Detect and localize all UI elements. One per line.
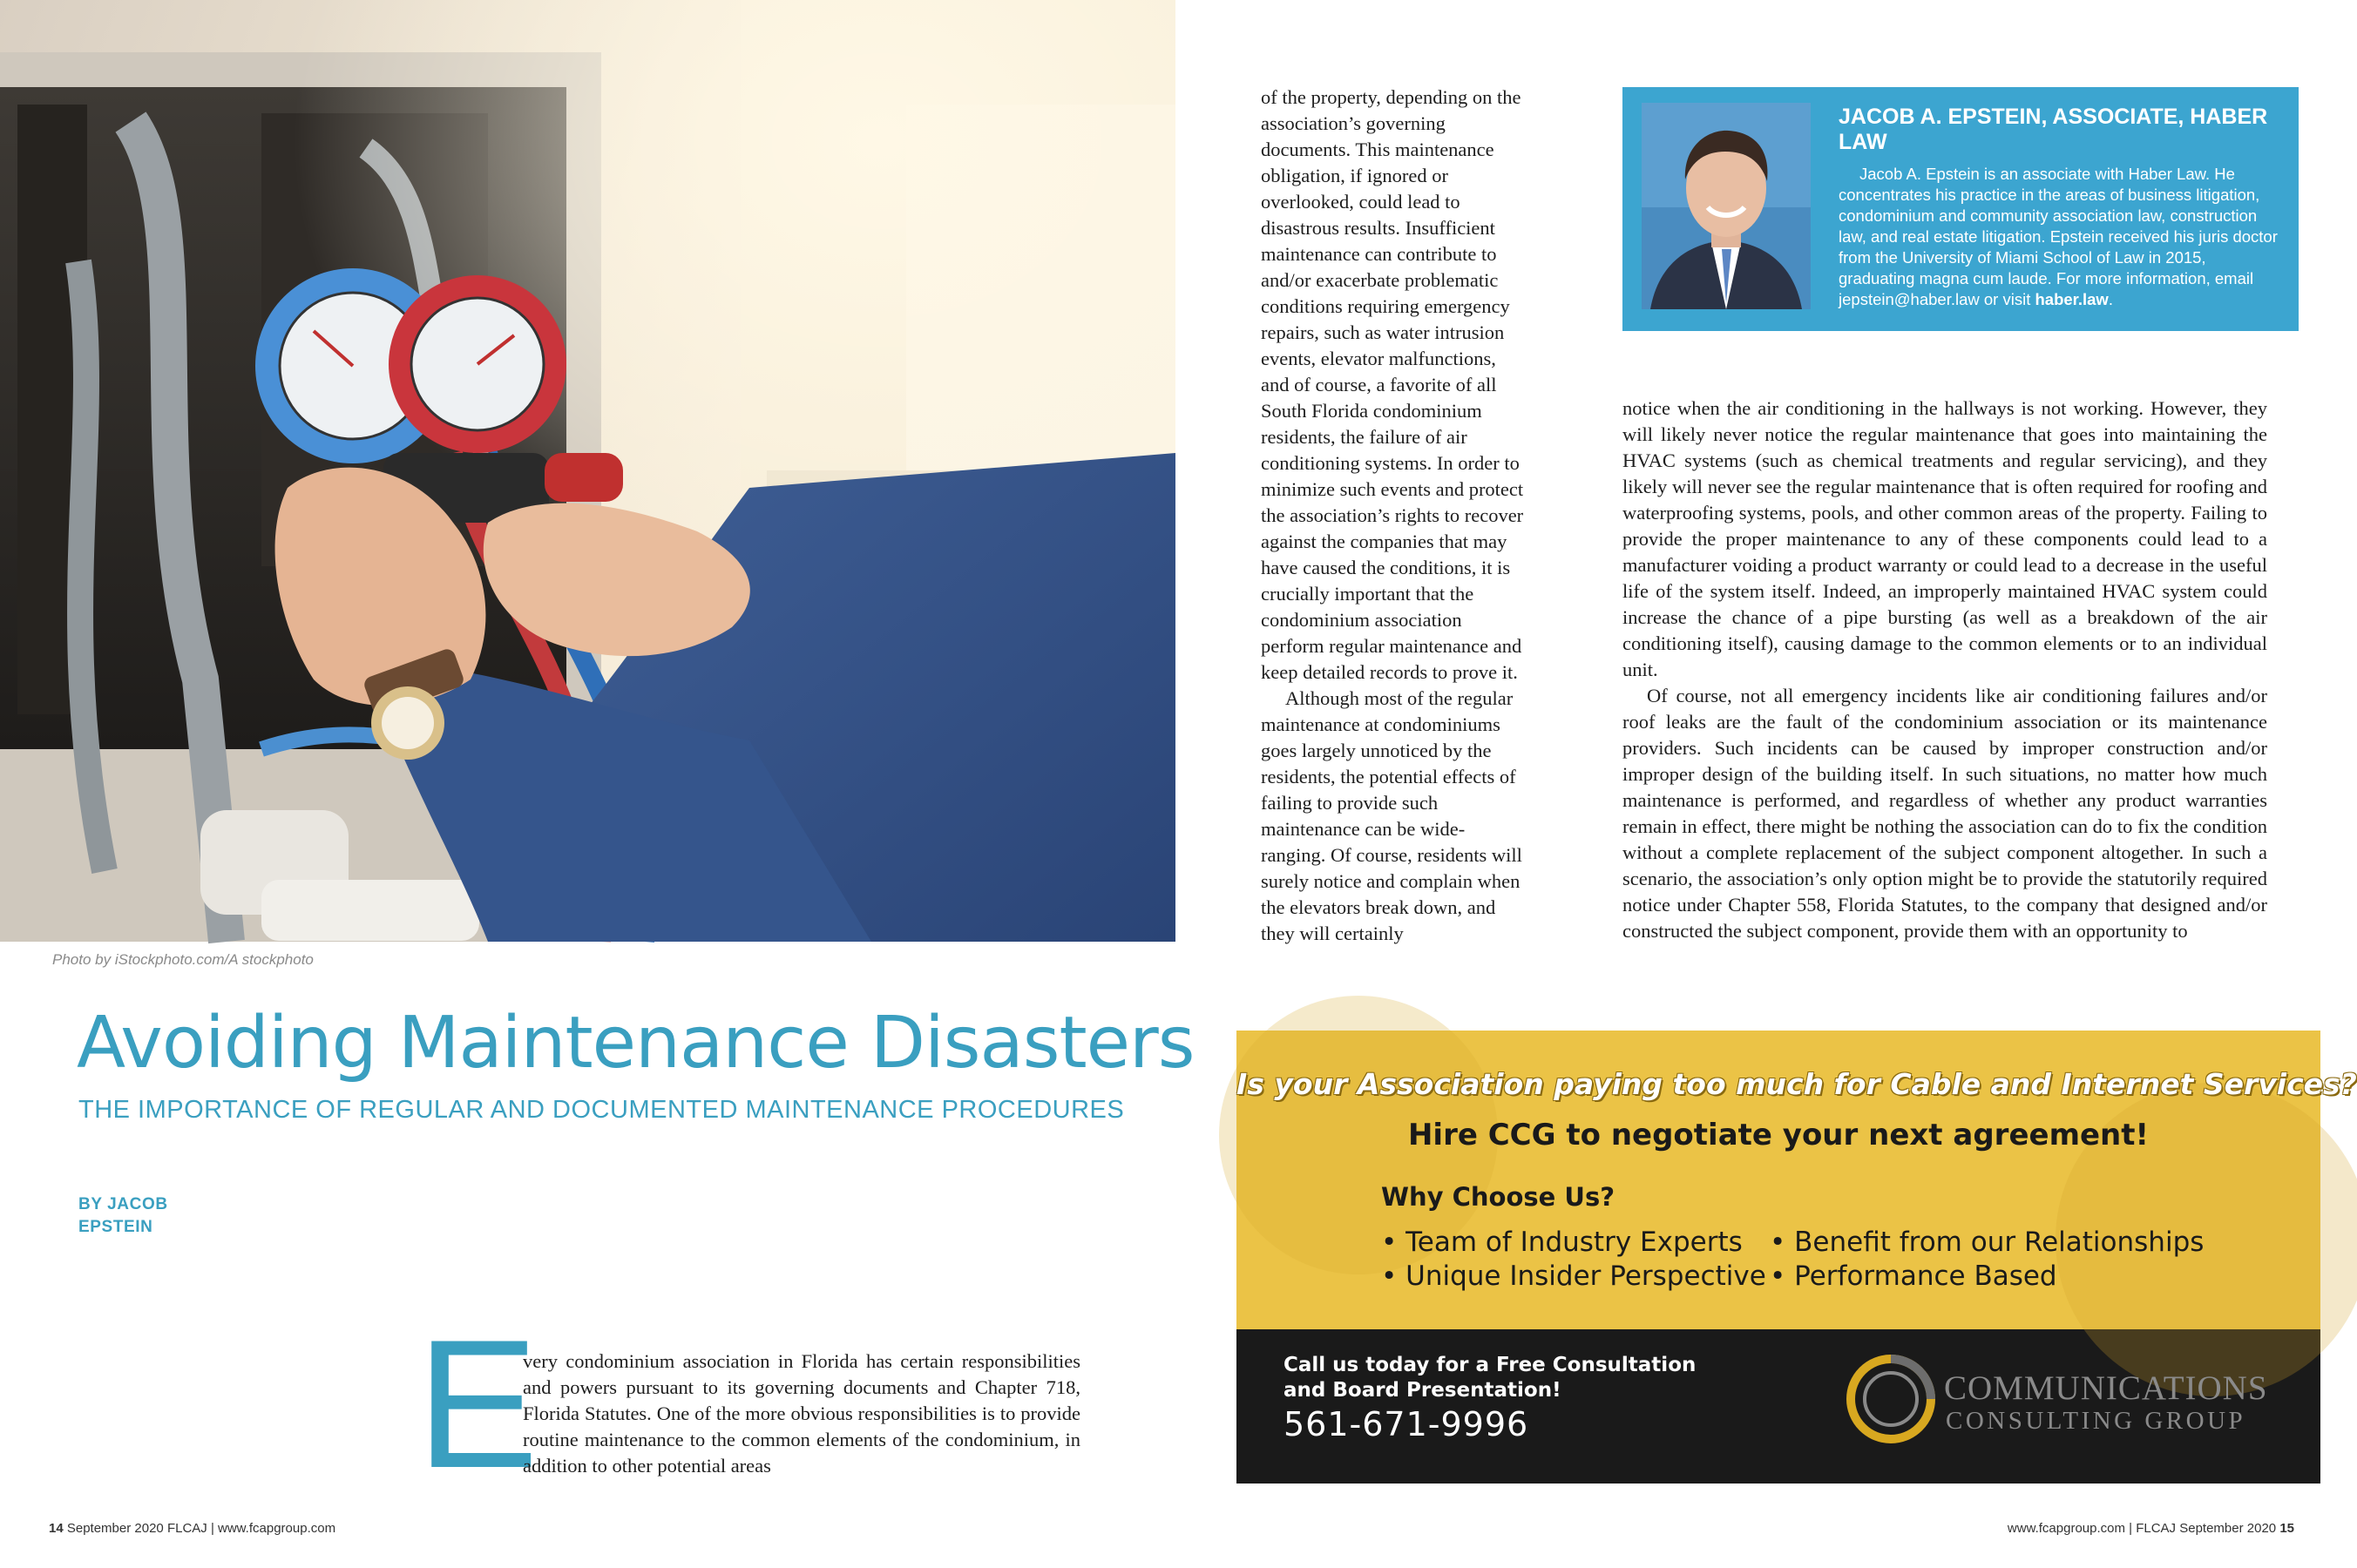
- company-name-line-2: CONSULTING GROUP: [1946, 1407, 2246, 1435]
- company-logo-icon: [1843, 1351, 1939, 1447]
- company-name-line-1: COMMUNICATIONS: [1944, 1369, 2268, 1407]
- author-website-link[interactable]: haber.law: [2035, 290, 2109, 308]
- author-name: JACOB A. EPSTEIN, ASSOCIATE, HABER LAW: [1839, 105, 2268, 154]
- page-number-left: 14: [49, 1521, 64, 1536]
- ad-phone-number[interactable]: 561-671-9996: [1283, 1405, 1529, 1443]
- column-1-paragraph-2: Although most of the regular maintenance at condominiums goes largely unnoticed by the residents, the potential effects of failing to provide such maintenance can be wide-ranging. Of course, residents will surely notice and complain when the elevators break down, and they will certainly: [1261, 687, 1522, 944]
- photo-credit: Photo by iStockphoto.com/A stockphoto: [52, 951, 314, 968]
- ad-subheadline: Hire CCG to negotiate your next agreement!: [1407, 1118, 2150, 1152]
- article-column-1: [1261, 84, 1529, 973]
- ad-call-to-action: Call us today for a Free Consultation and Board Presentation!: [1283, 1354, 1697, 1402]
- author-bio-body: Jacob A. Epstein is an associate with Haber Law. He concentrates his practice in the areas of business litigation, condominium and community association law, construction law, and real estate litigation. Epstein received his juris doctor from the University of Miami School of Law in 2015, graduating magna cum laude. For more information, email jepstein@haber.law or visit: [1839, 165, 2278, 308]
- column-1-paragraph-1: of the property, depending on the association’s governing documents. This maintenance obligation, if ignored or overlooked, could lead to disastrous results. Insufficient maintenance can contribute to and/or exacerbate problematic conditions requiring emergency repairs, such as water intrusion events, elevator malfunctions, and of course, a favorite of all South Florida condominium residents, the failure of air conditioning systems. In order to minimize such events and protect the association’s rights to recover against the companies that may have caused the conditions, it is crucially important that the condominium association perform regular maintenance and keep detailed records to prove it.: [1261, 86, 1524, 683]
- ad-bullet-experts: • Team of Industry Experts: [1381, 1227, 1743, 1258]
- article-column-2: [1622, 395, 2267, 976]
- ad-bullet-performance: • Performance Based: [1770, 1260, 2057, 1292]
- article-intro: very condominium association in Florida has certain responsibilities and powers pursuant to its governing documents and Chapter 718, Florida Statutes. One of the more obvious responsibilities is to provide routine maintenance to the common elements of the condominium, in addition to other potential areas: [523, 1350, 1080, 1477]
- byline: BY JACOB EPSTEIN: [78, 1195, 168, 1236]
- author-bio-end: .: [2108, 290, 2113, 308]
- column-2-paragraph-2: Of course, not all emergency incidents like air conditioning failures and/or roof leaks are the fault of the condominium association or its maintenance providers. Such incidents can be caused by improper construction and/or improper design of the building itself. In such situations, no matter how much maintenance is performed, and regardless of whether any product warranties remain in effect, there might be nothing the association can do to fix the condition without a complete replacement of the subject component altogether. In such a scenario, the association’s only option might be to provide the statutorily required notice under Chapter 558, Florida Statutes, to the company that designed and/or constructed the subject component, provide them with an opportunity to: [1622, 685, 2267, 942]
- footer-left-text: September 2020 FLCAJ | www.fcapgroup.com: [66, 1521, 336, 1536]
- advertisement[interactable]: [1236, 1031, 2357, 1484]
- ad-gold-panel: [1236, 1031, 2357, 1329]
- author-bio-box: [1622, 87, 2299, 331]
- ad-bullet-relationships: • Benefit from our Relationships: [1770, 1227, 2205, 1258]
- footer-right: [2008, 1521, 2294, 1536]
- footer-right-text: www.fcapgroup.com | FLCAJ September 2020: [2007, 1521, 2277, 1536]
- article-title: Avoiding Maintenance Disasters: [77, 1002, 1195, 1085]
- drop-cap: E: [417, 1301, 539, 1506]
- ad-headline: Is your Association paying too much for Cable and Internet Services?: [1236, 1067, 2357, 1101]
- footer-left: [49, 1521, 335, 1536]
- article-subtitle: THE IMPORTANCE OF REGULAR AND DOCUMENTED MAINTENANCE PROCEDURES: [78, 1096, 1125, 1124]
- author-portrait: [1642, 103, 1811, 309]
- article-photo: [0, 0, 1175, 942]
- ad-bullet-perspective: • Unique Insider Perspective: [1381, 1260, 1766, 1292]
- author-bio-text: [1839, 164, 2285, 310]
- column-2-paragraph-1: notice when the air conditioning in the hallways is not working. However, they will likely never notice the regular maintenance that goes into maintaining the HVAC systems (such as chemical treatments and regular servicing), and they likely will never see the regular maintenance that is often required for roofing and waterproofing systems, pools, and other common areas of the property. Failing to provide the proper maintenance to any of these components could lead to a manufacturer voiding a product warranty or could lead to a decrease in the useful life of the system itself. Indeed, an improperly maintained HVAC system could increase the chance of a pipe bursting (as well as a breakdown of the air conditioning itself), causing damage to the common elements or to an individual unit.: [1622, 397, 2267, 680]
- page-number-right: 15: [2279, 1521, 2294, 1536]
- ad-why-heading: Why Choose Us?: [1381, 1182, 1615, 1212]
